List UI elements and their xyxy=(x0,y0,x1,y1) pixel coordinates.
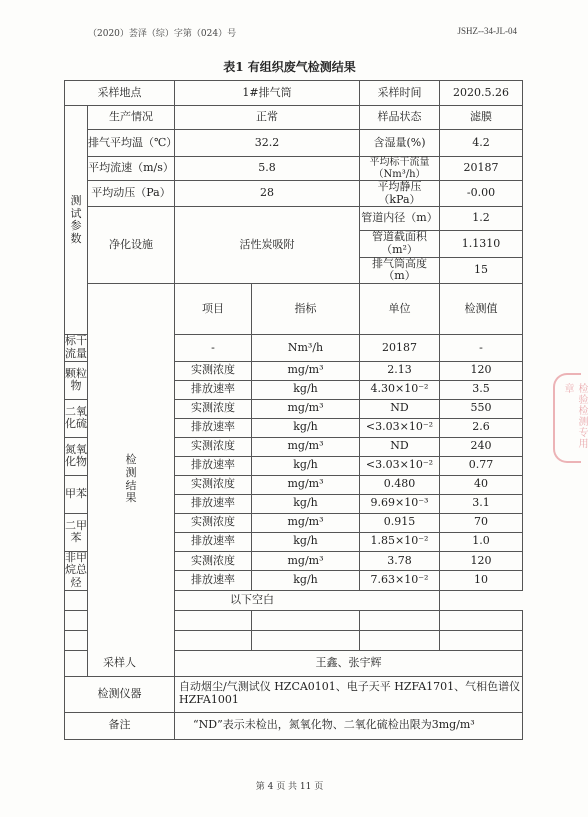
empty-cell xyxy=(65,630,88,650)
cell-value: kg/h xyxy=(252,380,360,399)
pollutant-name: 二甲苯 xyxy=(65,513,88,551)
cell-label: 含湿量(%) xyxy=(360,130,440,157)
sampler-names: 王鑫、张宇辉 xyxy=(175,650,523,676)
empty-cell xyxy=(65,610,88,630)
cell-value: mg/m³ xyxy=(252,399,360,418)
cell-label: 检测仪器 xyxy=(65,676,175,712)
empty-cell xyxy=(440,630,523,650)
cell-value: 0.480 xyxy=(360,475,440,494)
cell-label: 平均静压（kPa） xyxy=(360,181,440,207)
empty-cell xyxy=(252,630,360,650)
cell-label: 备注 xyxy=(65,712,175,739)
cell-label: 采样人 xyxy=(65,650,175,676)
cell-value: 20187 xyxy=(360,335,440,361)
cell-label: 排气筒高度（m） xyxy=(360,257,440,283)
cell-value: 3.1 xyxy=(440,494,523,513)
cell-value: kg/h xyxy=(252,571,360,590)
cell-value: 3.78 xyxy=(360,551,440,570)
cell-value: 0.915 xyxy=(360,513,440,532)
cell-value: 10 xyxy=(440,571,523,590)
cell-value: 120 xyxy=(440,361,523,380)
table-row xyxy=(65,590,523,610)
cell-label: 生产情况 xyxy=(88,106,175,130)
seal-text: 检验检测专用章 xyxy=(562,383,587,449)
cell-value: kg/h xyxy=(252,532,360,551)
table-row xyxy=(65,81,523,106)
cell-value: mg/m³ xyxy=(252,437,360,456)
page-title: 表1 有组织废气检测结果 xyxy=(223,60,356,74)
table-row xyxy=(65,207,523,231)
column-header: 检测值 xyxy=(440,283,523,335)
table-row xyxy=(65,106,523,130)
cell-value: 15 xyxy=(440,257,523,283)
cell-label: 样品状态 xyxy=(360,106,440,130)
cell-value: 240 xyxy=(440,437,523,456)
cell-value: - xyxy=(440,335,523,361)
cell-value: -0.00 xyxy=(440,181,523,207)
cell-value: <3.03×10⁻² xyxy=(360,418,440,437)
cell-value: 2020.5.26 xyxy=(440,81,523,106)
cell-label: 采样时间 xyxy=(360,81,440,106)
page-number: 第 4 页 共 11 页 xyxy=(255,782,324,792)
cell-value: 排放速率 xyxy=(175,418,252,437)
cell-label: 净化设施 xyxy=(88,207,175,284)
cell-value: 排放速率 xyxy=(175,456,252,475)
cell-value: 0.77 xyxy=(440,456,523,475)
pollutant-name: 甲苯 xyxy=(65,475,88,513)
column-header: 指标 xyxy=(252,283,360,335)
empty-cell xyxy=(360,630,440,650)
cell-label: 平均动压（Pa） xyxy=(88,181,175,207)
cell-value: 实测浓度 xyxy=(175,437,252,456)
cell-value: 1#排气筒 xyxy=(175,81,360,106)
cell-label: 标干流量 xyxy=(65,334,87,361)
cell-value: 活性炭吸附 xyxy=(175,207,360,284)
cell-value: 实测浓度 xyxy=(175,475,252,494)
table-row xyxy=(65,130,523,157)
cell-value: 120 xyxy=(440,551,523,570)
cell-value: 实测浓度 xyxy=(175,551,252,570)
cell-value: mg/m³ xyxy=(252,551,360,570)
pollutant-name: 非甲烷总烃 xyxy=(65,550,87,589)
cell-value: 7.63×10⁻² xyxy=(360,571,440,590)
cell-value: 排放速率 xyxy=(175,532,252,551)
params-group-label: 测 试 参 数 xyxy=(65,106,88,335)
cell-label: 管道内径（m） xyxy=(360,207,440,231)
cell-value: 2.6 xyxy=(440,418,523,437)
remark-text: “ND”表示未检出，氮氧化物、二氧化硫检出限为3mg/m³ xyxy=(175,712,523,739)
table-row xyxy=(65,676,523,712)
cell-value: 正常 xyxy=(175,106,360,130)
cell-value: 2.13 xyxy=(360,361,440,380)
cell-value: mg/m³ xyxy=(252,361,360,380)
pollutant-name: 颗粒物 xyxy=(65,361,88,399)
cell-value: 排放速率 xyxy=(175,494,252,513)
pollutant-name: 二氧化硫 xyxy=(65,399,88,437)
cell-value: ND xyxy=(360,399,440,418)
cell-value: 9.69×10⁻³ xyxy=(360,494,440,513)
cell-label: 平均流速（m/s） xyxy=(88,157,175,181)
cell-value: 排放速率 xyxy=(175,571,252,590)
cell-value: 4.2 xyxy=(440,130,523,157)
cell-value: 1.85×10⁻² xyxy=(360,532,440,551)
cell-value: <3.03×10⁻² xyxy=(360,456,440,475)
cell-value: mg/m³ xyxy=(252,513,360,532)
empty-cell xyxy=(175,630,252,650)
cell-value: mg/m³ xyxy=(252,475,360,494)
column-header: 项目 xyxy=(175,283,252,335)
cell-value: 70 xyxy=(440,513,523,532)
cell-label: 平均标干流量（Nm³/h） xyxy=(360,157,440,181)
cell-value: 550 xyxy=(440,399,523,418)
cell-value: 1.1310 xyxy=(440,231,523,257)
column-header: 单位 xyxy=(360,283,440,335)
document-code: JSHZ--34-JL-04 xyxy=(457,26,517,36)
table-row xyxy=(65,712,523,739)
empty-cell xyxy=(252,610,360,630)
cell-value: 32.2 xyxy=(175,130,360,157)
cell-value: 5.8 xyxy=(175,157,360,181)
cell-label: 采样地点 xyxy=(65,81,175,106)
cell-value: ND xyxy=(360,437,440,456)
results-group-label: 检 测 结 果 xyxy=(88,283,175,676)
pollutant-name: 氮氧化物 xyxy=(65,437,88,475)
cell-value: 28 xyxy=(175,181,360,207)
table-row xyxy=(65,157,523,181)
report-number: （2020）荟泽（综）字第（024）号 xyxy=(88,29,237,39)
cell-value: 4.30×10⁻² xyxy=(360,380,440,399)
cell-value: 20187 xyxy=(440,157,523,181)
cell-value: 1.2 xyxy=(440,207,523,231)
blank-note: 以下空白 xyxy=(65,590,440,610)
cell-value: 实测浓度 xyxy=(175,513,252,532)
cell-value: kg/h xyxy=(252,494,360,513)
cell-label: 管道截面积（m²） xyxy=(360,231,440,257)
cell-value: 实测浓度 xyxy=(175,399,252,418)
cell-value: 排放速率 xyxy=(175,380,252,399)
cell-value: 1.0 xyxy=(440,532,523,551)
table-row xyxy=(65,181,523,207)
cell-value: kg/h xyxy=(252,418,360,437)
empty-cell xyxy=(440,610,523,630)
table-header-row xyxy=(65,283,523,335)
cell-value: kg/h xyxy=(252,456,360,475)
cell-label: 排气平均温（℃） xyxy=(88,130,175,157)
empty-cell xyxy=(360,610,440,630)
cell-value: 滤膜 xyxy=(440,106,523,130)
cell-value: 3.5 xyxy=(440,380,523,399)
instrument-list: 自动烟尘/气测试仪 HZCA0101、电子天平 HZFA1701、气相色谱仪 HZFA1001 xyxy=(175,676,523,712)
cell-value: 实测浓度 xyxy=(175,361,252,380)
empty-cell xyxy=(175,610,252,630)
inspection-seal xyxy=(553,373,587,463)
cell-value: Nm³/h xyxy=(252,335,360,361)
table-row xyxy=(65,650,523,676)
cell-value: - xyxy=(175,335,252,361)
cell-value: 40 xyxy=(440,475,523,494)
emission-results-table xyxy=(64,80,523,740)
